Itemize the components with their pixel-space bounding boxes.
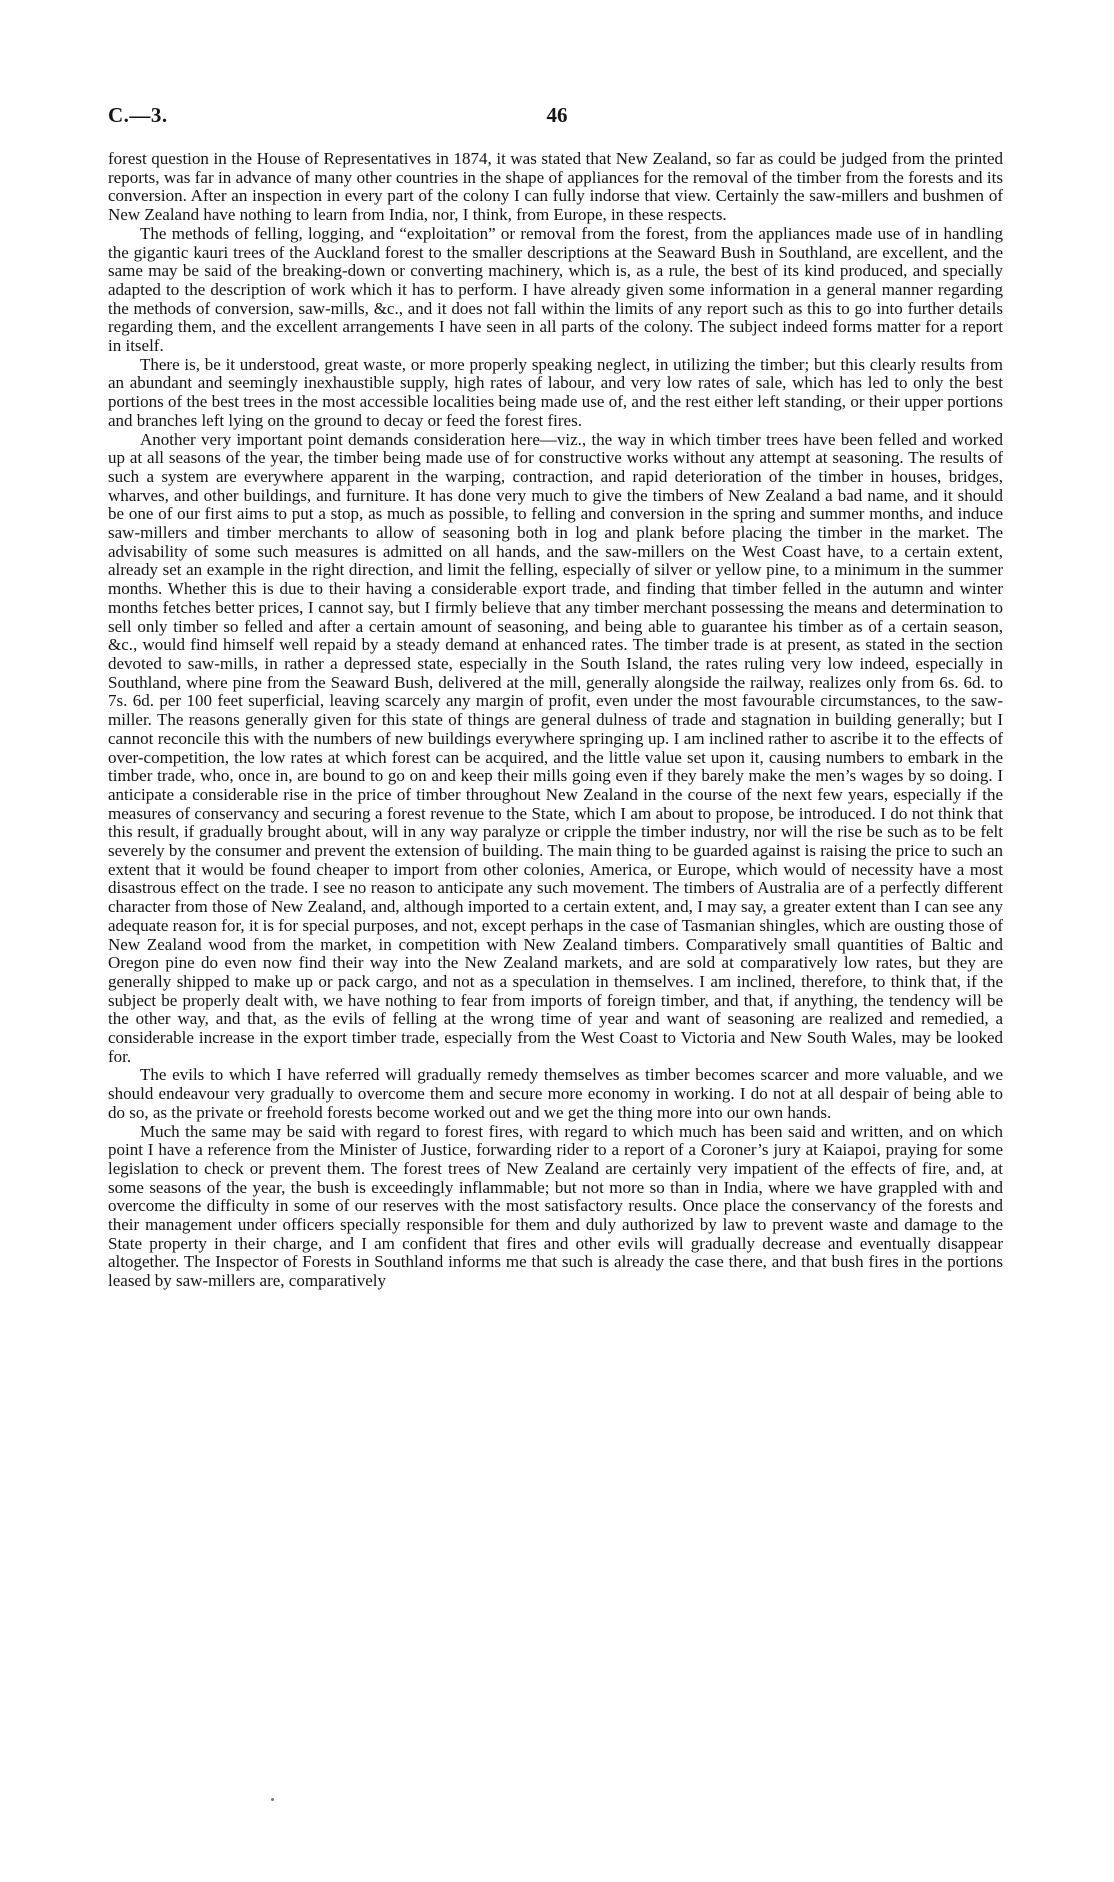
paragraph: Another very important point demands consideration here—viz., the way in which timber trees have been felled and worked up at all seasons of the year, the timber being made use of for constructive works without any attempt at seasoning. The results of such a system are everywhere apparent in the warping, contraction, and rapid deterioration of the timber in houses, bridges, wharves, and other buildings, and furniture. It has done very much to give the timbers of New Zealand a bad name, and it should be one of our first aims to put a stop, as much as possible, to felling and conversion in the spring and summer months, and induce saw-millers and timber merchants to allow of seasoning both in log and plank before placing the timber in the market. The advisability of some such measures is admitted on all hands, and the saw-millers on the West Coast have, to a certain extent, already set an example in the right direction, and limit the felling, especially of silver or yellow pine, to a minimum in the summer months. Whether this is due to their having a considerable export trade, and finding that timber felled in the autumn and winter months fetches better prices, I cannot say, but I firmly believe that any timber merchant possessing the means and determination to sell only timber so felled and after a certain amount of seasoning, and being able to guarantee his timber as of a certain season, &c., would find himself well repaid by a steady demand at enhanced rates. The timber trade is at present, as stated in the section devoted to saw-mills, in rather a depressed state, especially in the South Island, the rates ruling very low indeed, especially in Southland, where pine from the Seaward Bush, delivered at the mill, generally alongside the railway, realizes only from 6s. 6d. to 7s. 6d. per 100 feet superficial, leaving scarcely any margin of profit, even under the most favourable circumstances, to the saw-miller. The reasons generally given for this state of things are general dulness of trade and stagnation in building generally; but I cannot reconcile this with the numbers of new buildings everywhere springing up. I am inclined rather to ascribe it to the effects of over-competition, the low rates at which forest can be acquired, and the little value set upon it, causing numbers to embark in the timber trade, who, once in, are bound to go on and keep their mills going even if they barely make the men’s wages by so doing. I anticipate a considerable rise in the price of timber throughout New Zealand in the course of the next few years, especially if the measures of conservancy and securing a forest revenue to the State, which I am about to propose, be introduced. I do not think that this result, if gradually brought about, will in any way paralyze or cripple the timber industry, nor will the rise be such as to be felt severely by the consumer and prevent the extension of building. The main thing to be guarded against is raising the price to such an extent that it would be found cheaper to import from other colonies, America, or Europe, which would of necessity have a most disastrous effect on the trade. I see no reason to anticipate any such movement. The timbers of Australia are of a perfectly different character from those of New Zealand, and, although imported to a certain extent, and, I may say, a greater extent than I can see any adequate reason for, it is for special purposes, and not, except perhaps in the case of Tasmanian shingles, which are ousting those of New Zealand wood from the market, in competition with New Zealand timbers. Comparatively small quantities of Baltic and Oregon pine do even now find their way into the New Zealand markets, and are sold at comparatively low rates, but they are generally shipped to make up or pack cargo, and not as a speculation in themselves. I am inclined, therefore, to think that, if the subject be properly dealt with, we have nothing to fear from imports of foreign timber, and that, if anything, the tendency will be the other way, and that, as the evils of felling at the wrong time of year and want of seasoning are realized and remedied, a considerable increase in the export timber trade, especially from the West Coast to Victoria and New South Wales, may be looked for. [108, 429, 1003, 1066]
paragraph: The evils to which I have referred will gradually remedy themselves as timber becomes scarcer and more valuable, and we should endeavour very gradually to overcome them and secure more economy in working. I do not at all despair of being able to do so, as the private or freehold forests become worked out and we get the thing more into our own hands. [108, 1065, 1003, 1122]
paragraph: There is, be it understood, great waste, or more properly speaking neglect, in utilizing the timber; but this clearly results from an abundant and seemingly inexhaustible supply, high rates of labour, and very low rates of sale, which has led to only the best portions of the best trees in the most accessible localities being made use of, and the rest either left standing, or their upper portions and branches left lying on the ground to decay or feed the forest fires. [108, 354, 1003, 430]
paragraph: The methods of felling, logging, and “exploitation” or removal from the forest, from the appliances made use of in handling the gigantic kauri trees of the Auckland forest to the smaller descriptions at the Seaward Bush in Southland, are excellent, and the same may be said of the breaking-down or converting machinery, which is, as a rule, the best of its kind produced, and specially adapted to the description of work which it has to perform. I have already given some information in a general manner regarding the methods of conversion, saw-mills, &c., and it does not fall within the limits of any report such as this to go into further details regarding them, and the excellent arrangements I have seen in all parts of the colony. The subject indeed forms matter for a report in itself. [108, 223, 1003, 356]
paragraph: Much the same may be said with regard to forest fires, with regard to which much has been said and written, and on which point I have a reference from the Minister of Justice, forwarding rider to a report of a Coroner’s jury at Kaiapoi, praying for some legislation to check or prevent them. The forest trees of New Zealand are certainly very impatient of the effects of fire, and, at some seasons of the year, the bush is exceedingly inflammable; but not more so than in India, where we have grappled with and overcome the difficulty in some of our reserves with the most satisfactory results. Once place the conservancy of the forests and their management under officers specially responsible for them and duly authorized by law to prevent waste and damage to the State property in their charge, and I am confident that fires and other evils will gradually decrease and eventually disappear altogether. The Inspector of Forests in Southland informs me that such is already the case there, and that bush fires in the portions leased by saw-millers are, comparatively [108, 1121, 1003, 1291]
print-speck [271, 1798, 274, 1801]
document-reference: C.—3. [108, 103, 168, 127]
body-text [108, 150, 1003, 1291]
paragraph-continued: forest question in the House of Representatives in 1874, it was stated that New Zealand, so far as could be judged from the printed reports, was far in advance of many other countries in the shape of appliances for the removal of the timber from the forests and its conversion. After an inspection in every part of the colony I can fully indorse that view. Certainly the saw-millers and bushmen of New Zealand have nothing to learn from India, nor, I think, from Europe, in these respects. [108, 149, 1003, 225]
page-header [108, 103, 1006, 131]
page-number: 46 [546, 103, 568, 127]
